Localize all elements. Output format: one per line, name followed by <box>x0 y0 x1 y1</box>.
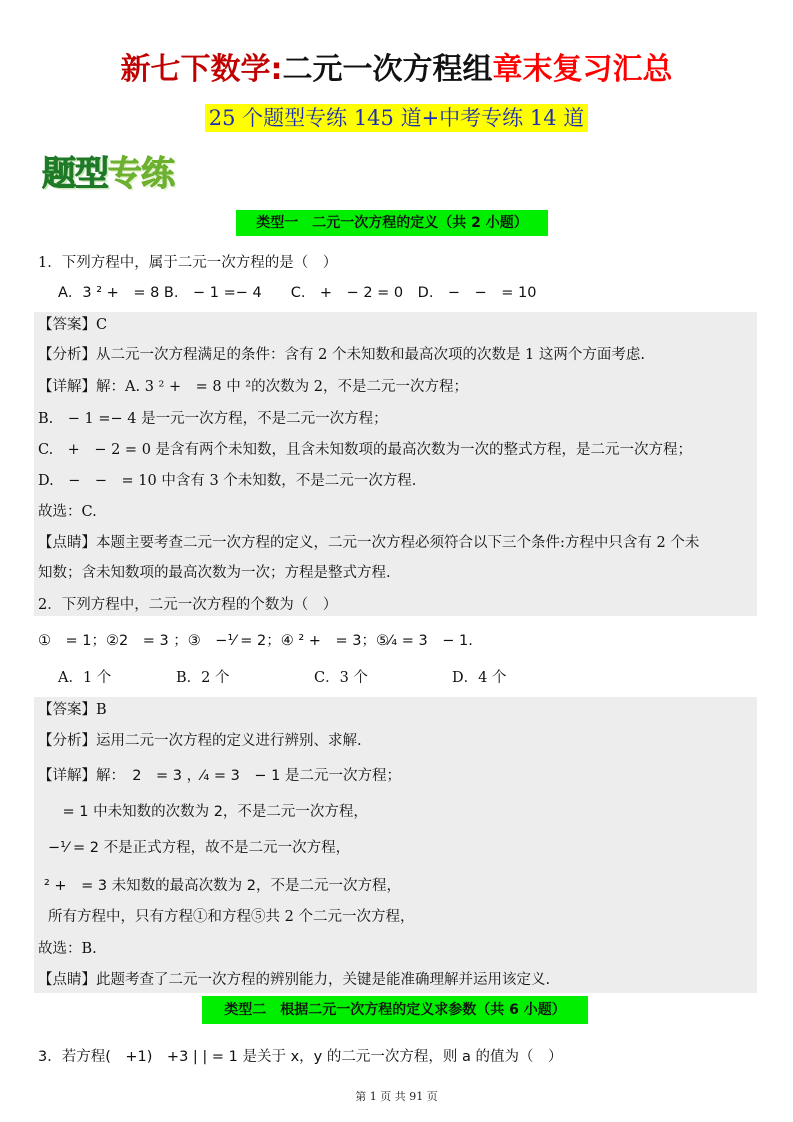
title-part1: 新七下数学: <box>120 52 283 87</box>
logo-part1: 题型 <box>42 154 108 194</box>
q2-answer: 【答案】B <box>38 702 107 718</box>
q2-line-2: −¹⁄ = 2 不是正式方程，故不是二元一次方程， <box>48 840 351 856</box>
q2-option-b: B．2 个 <box>176 670 230 686</box>
q2-line-4: 所有方程中，只有方程①和方程⑤共 2 个二元一次方程， <box>48 909 415 925</box>
question-3: 3．若方程( +1) +3 | | = 1 是关于 x，y 的二元一次方程，则 a 的值为（ ） <box>38 1049 563 1065</box>
q1-comment-1: 【点睛】本题主要考查二元一次方程的定义，二元一次方程必须符合以下三个条件:方程中只含有 2 个未 <box>38 535 700 551</box>
q1-detail: 【详解】解：A. 3 ² + = 8 中 ²的次数为 2，不是二元一次方程； <box>38 379 468 395</box>
q2-line-1: = 1 中未知数的次数为 2，不是二元一次方程， <box>48 804 368 820</box>
q2-option-d: D．4 个 <box>452 670 507 686</box>
question-2: 2．下列方程中，二元一次方程的个数为（ ） <box>38 597 338 613</box>
q1-option-c: C. + − 2 = 0 是含有两个未知数，且含未知数项的最高次数为一次的整式方程，是二元一次方程； <box>38 442 693 458</box>
q2-option-a: A．1 个 <box>58 670 112 686</box>
q2-choose: 故选：B. <box>38 941 97 957</box>
section-logo <box>42 150 174 194</box>
question-2-list: ① = 1；②2 = 3 ；③ −¹⁄ = 2；④ ² + = 3；⑤⁄₄ = 3 − 1. <box>38 633 473 649</box>
q2-comment: 【点睛】此题考查了二元一次方程的辨别能力，关键是能准确理解并运用该定义. <box>38 972 551 988</box>
section-band-2: 类型二 根据二元一次方程的定义求参数（共 6 小题） <box>202 996 588 1024</box>
q1-option-d: D. − − = 10 中含有 3 个未知数，不是二元一次方程. <box>38 473 417 489</box>
subtitle-text: 25 个题型专练 145 道+中考专练 14 道 <box>205 104 589 132</box>
q1-comment-2: 知数；含未知数项的最高次数为一次；方程是整式方程. <box>38 565 391 581</box>
page-subtitle <box>0 102 793 132</box>
q1-analysis: 【分析】从二元一次方程满足的条件：含有 2 个未知数和最高次项的次数是 1 这两个方面考虑. <box>38 347 645 363</box>
page-title <box>0 44 793 88</box>
q2-analysis: 【分析】运用二元一次方程的定义进行辨别、求解. <box>38 733 362 749</box>
logo-text <box>42 154 174 194</box>
title-part3: 章末复习汇总 <box>492 52 673 87</box>
q1-answer: 【答案】C <box>38 317 108 333</box>
title-part2: 二元一次方程组 <box>282 52 493 87</box>
question-1-options: A．3 ² + = 8 B. − 1 =− 4 C. + − 2 = 0 D. − − = 10 <box>58 285 537 301</box>
logo-part2: 专练 <box>108 154 174 194</box>
q2-detail: 【详解】解： 2 = 3 ，⁄₄ = 3 − 1 是二元一次方程； <box>38 768 401 784</box>
page-footer: 第 1 页 共 91 页 <box>355 1090 438 1103</box>
q1-option-b: B. − 1 =− 4 是一元一次方程，不是二元一次方程； <box>38 411 388 427</box>
question-1: 1．下列方程中，属于二元一次方程的是（ ） <box>38 255 338 271</box>
section-band-1: 类型一 二元一次方程的定义（共 2 小题） <box>236 210 548 236</box>
q2-line-3: ² + = 3 未知数的最高次数为 2，不是二元一次方程， <box>44 878 401 894</box>
q2-option-c: C．3 个 <box>314 670 368 686</box>
q1-choose: 故选：C. <box>38 504 97 520</box>
